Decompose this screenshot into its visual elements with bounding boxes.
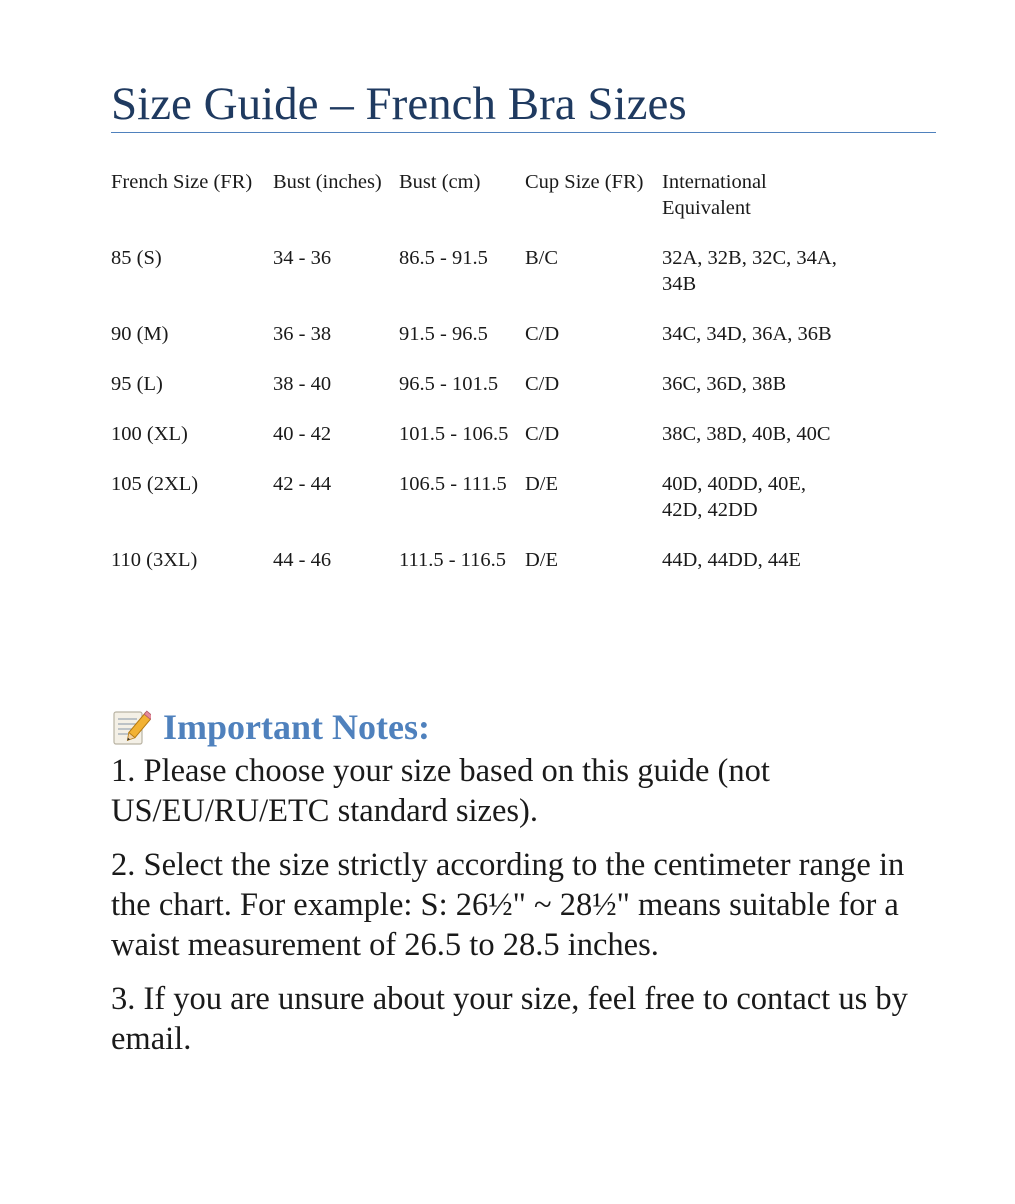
- notes-title: Important Notes:: [163, 707, 430, 747]
- title-divider: [111, 132, 936, 133]
- cell-french-size: 100 (XL): [111, 423, 188, 445]
- cell-international: 32A, 32B, 32C, 34A, 34B: [662, 247, 837, 295]
- column-header-cup-size: Cup Size (FR): [525, 171, 644, 193]
- cell-cup-size: B/C: [525, 247, 559, 269]
- note-item: 1. Please choose your size based on this guide (not US/EU/RU/ETC standard sizes).: [111, 753, 770, 829]
- table-header-row: [111, 169, 842, 245]
- cell-bust-cm: 91.5 - 96.5: [399, 323, 488, 345]
- memo-icon: [111, 707, 151, 747]
- column-header-french-size: French Size (FR): [111, 171, 253, 193]
- cell-bust-inches: 36 - 38: [273, 323, 332, 345]
- cell-bust-inches: 34 - 36: [273, 247, 332, 269]
- table-row: [111, 245, 842, 321]
- cell-bust-cm: 101.5 - 106.5: [399, 423, 509, 445]
- column-header-international: International Equivalent: [662, 171, 767, 219]
- size-guide-page: [111, 0, 936, 1057]
- column-header-bust-inches: Bust (inches): [273, 171, 382, 193]
- table-row: [111, 371, 842, 421]
- notes-heading: [111, 703, 936, 751]
- cell-international: 44D, 44DD, 44E: [662, 549, 801, 571]
- cell-french-size: 110 (3XL): [111, 549, 198, 571]
- cell-bust-cm: 96.5 - 101.5: [399, 373, 499, 395]
- cell-cup-size: C/D: [525, 373, 560, 395]
- cell-bust-inches: 44 - 46: [273, 549, 332, 571]
- cell-international: 38C, 38D, 40B, 40C: [662, 423, 831, 445]
- cell-bust-inches: 42 - 44: [273, 473, 332, 495]
- page-title: Size Guide – French Bra Sizes: [111, 78, 687, 130]
- cell-cup-size: D/E: [525, 549, 559, 571]
- important-notes-section: [111, 703, 936, 1073]
- cell-french-size: 105 (2XL): [111, 473, 199, 495]
- note-item: 3. If you are unsure about your size, feel free to contact us by email.: [111, 981, 908, 1057]
- table-row: [111, 471, 842, 547]
- cell-bust-cm: 111.5 - 116.5: [399, 549, 507, 571]
- cell-international: 40D, 40DD, 40E, 42D, 42DD: [662, 473, 807, 521]
- cell-cup-size: C/D: [525, 323, 560, 345]
- cell-bust-inches: 40 - 42: [273, 423, 332, 445]
- cell-bust-cm: 106.5 - 111.5: [399, 473, 507, 495]
- cell-bust-inches: 38 - 40: [273, 373, 332, 395]
- cell-french-size: 95 (L): [111, 373, 163, 395]
- table-row: [111, 547, 842, 597]
- column-header-bust-cm: Bust (cm): [399, 171, 481, 193]
- cell-french-size: 85 (S): [111, 247, 162, 269]
- table-row: [111, 421, 842, 471]
- cell-international: 34C, 34D, 36A, 36B: [662, 323, 832, 345]
- cell-bust-cm: 86.5 - 91.5: [399, 247, 488, 269]
- note-item: 2. Select the size strictly according to the centimeter range in the chart. For example: S: 26½" ~ 28½" means suitable for a waist measurement of 26.5 to 28.5 inches.: [111, 847, 905, 963]
- cell-cup-size: C/D: [525, 423, 560, 445]
- cell-french-size: 90 (M): [111, 323, 169, 345]
- cell-cup-size: D/E: [525, 473, 559, 495]
- size-table: [111, 169, 842, 597]
- table-row: [111, 321, 842, 371]
- cell-international: 36C, 36D, 38B: [662, 373, 787, 395]
